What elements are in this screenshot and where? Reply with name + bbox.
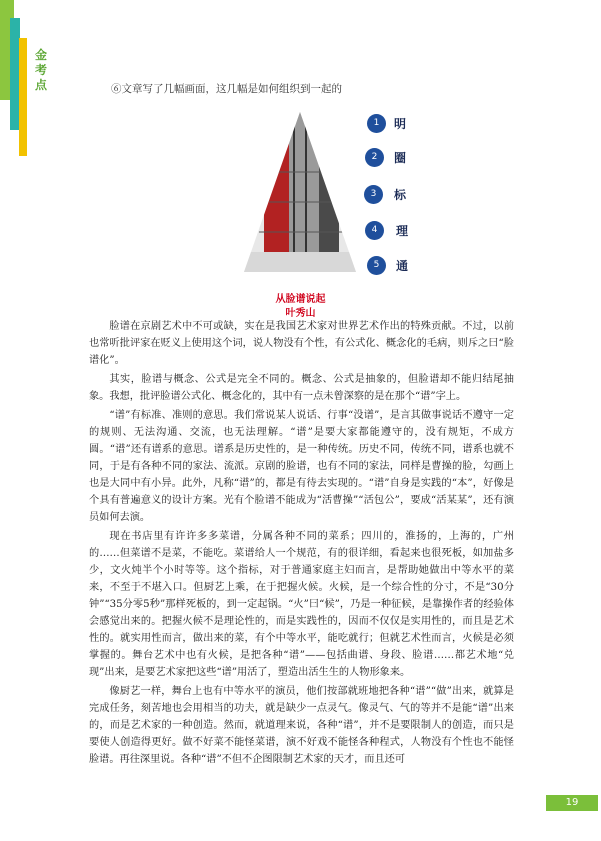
pyramid-image — [244, 112, 356, 272]
step-number: 4 — [365, 221, 384, 240]
step-number: 1 — [367, 114, 386, 133]
side-label-char: 金 — [35, 48, 48, 62]
article-paragraph: 脸谱在京剧艺术中不可或缺，实在是我国艺术家对世界艺术作出的特殊贡献。不过，以前也常听批评家在贬义上使用这个词，说人物没有个性，有公式化、概念化的毛病，则斥之曰“脸谱化”。 — [89, 321, 514, 366]
step-number: 5 — [367, 256, 386, 275]
side-label-char: 考 — [35, 63, 48, 77]
article-author: 叶秀山 — [285, 308, 316, 319]
article-paragraph: 其实，脸谱与概念、公式是完全不同的。概念、公式是抽象的，但脸谱却不能归结尾抽象。我想，批评脸谱公式化、概念化的，其中有一点未曾深察的是在那个“谱”字上。 — [89, 374, 514, 402]
steps-list — [362, 112, 422, 282]
step-char: 圈 — [394, 151, 407, 165]
article-title: 从脸谱说起 — [275, 294, 326, 305]
decor-bar-yellow — [19, 38, 27, 156]
side-label-char: 点 — [35, 78, 48, 92]
question-text: ⑥文章写了几幅画面，这几幅是如何组织到一起的 — [111, 83, 342, 95]
page-number: 19 — [546, 795, 598, 811]
article-paragraph: “谱”有标准、准则的意思。我们常说某人说话、行事“没谱”，是言其做事说话不遵守一定的规则、无法沟通、交流，也无法理解。“谱”是要大家都能遵守的，没有规矩，不成方圆。“谱”还有谱系的意思。谱系是历史性的，是一种传统。历史不同，传统不同，谱系也就不同，于是有各种不同的家法、流派。京剧的脸谱，也有不同的家法，同样是曹操的脸，勾画上也是大同中有小异。此外，凡称“谱”的，都是有待去实现的。“谱”自身是实践的“本”，好像是个具有普遍意义的设计方案。光有个脸谱不能成为“活曹操”“活包公”，要成“活某某”，还有演员如何去演。 — [89, 410, 514, 523]
article-body — [89, 318, 514, 770]
step-char: 标 — [394, 188, 407, 202]
step-number: 2 — [365, 148, 384, 167]
article-paragraph: 现在书店里有许许多多菜谱，分属各种不同的菜系；四川的，淮扬的，上海的，广州的……但菜谱不是菜，不能吃。菜谱给人一个规范，有的很详细，看起来也很死板，如加盐多少，文火炖半个小时等等。这个指标，对于普通家庭主妇而言，是帮助她做出中等水平的菜来，不至于不堪入口。但厨艺上乘，在于把握火候。火候，是一个综合性的分寸，不是“30分钟”“35分零5秒”那样死板的，到一定起锅。“火”曰“候”，乃是一种征候，是靠操作者的经验体会感觉出来的。把握火候不是理论性的，而是实践性的，因而不仅仅是实用性的，而且是艺术性的。就实用性而言，做出来的菜，有个中等水平，能吃就行；但就艺术性而言，火候是必须掌握的。舞台艺术中也有火候，是把各种“谱”——包括曲谱、身段、脸谱……都艺术地“兑现”出来，是要艺术家把这些“谱”用活了，塑造出活生生的人物形象来。 — [89, 531, 514, 678]
step-char: 理 — [396, 224, 409, 238]
step-char: 明 — [394, 117, 407, 131]
step-number: 3 — [364, 185, 383, 204]
side-section-label — [35, 48, 49, 93]
article-paragraph: 像厨艺一样，舞台上也有中等水平的演员，他们按部就班地把各种“谱”“做”出来，就算是完成任务，刻苦地也会用相当的功夫，就是缺少一点灵气。像灵气、气的等并不是能“谱”出来的，而是艺术家的一种创造。然而，就道理来说，各种“谱”，并不是要限制人的创造，而只是要使人创造得更好。做不好菜不能怪菜谱，演不好戏不能怪各种程式，人物没有个性也不能怪脸谱。再往深里说。各种“谱”不但不企图限制艺术家的天才，而且还可 — [89, 686, 514, 765]
step-char: 通 — [396, 259, 409, 273]
